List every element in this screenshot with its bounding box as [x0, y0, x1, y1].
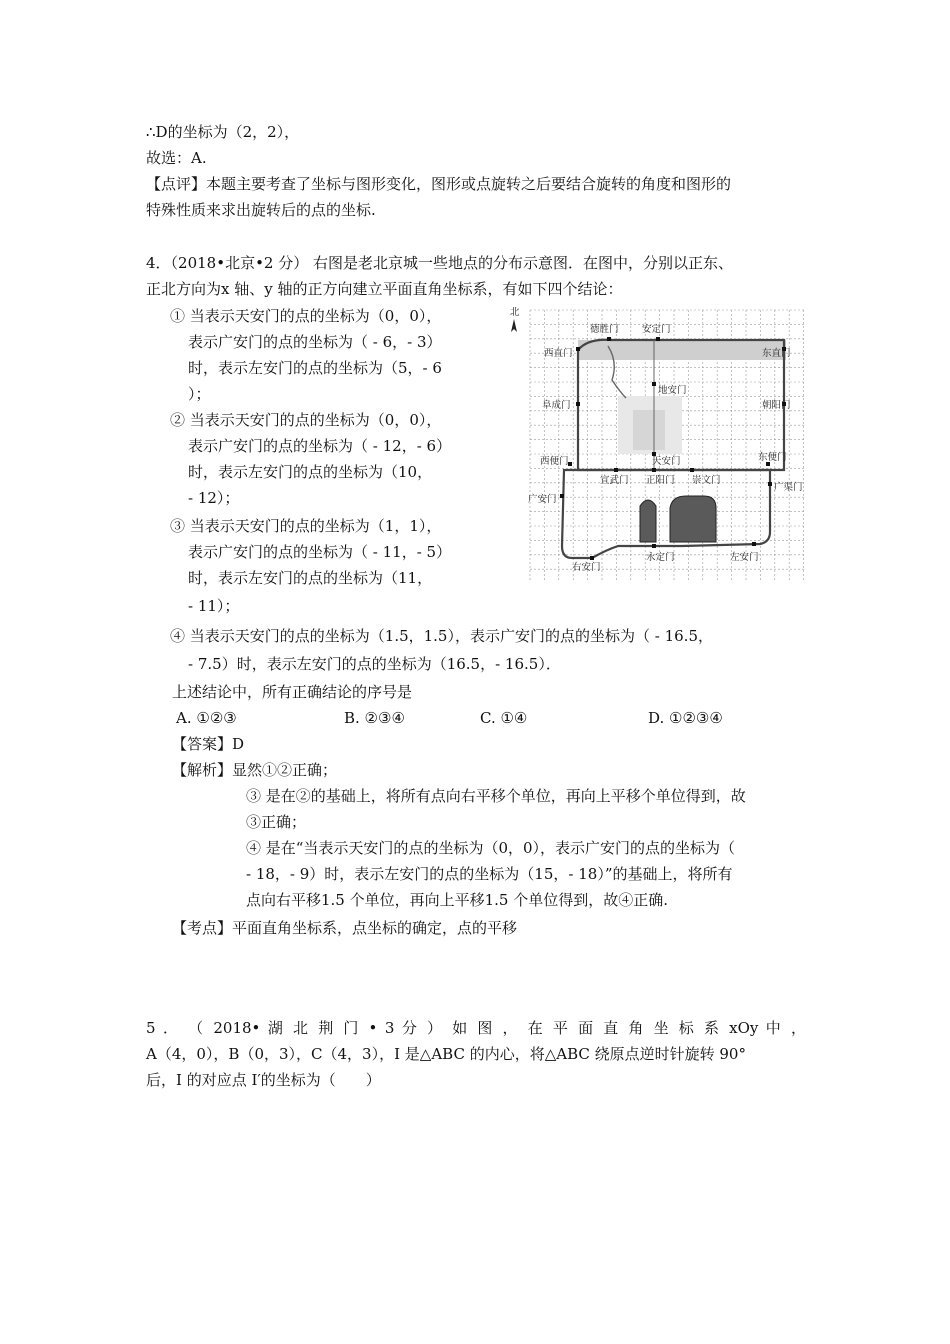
q4-question: 上述结论中，所有正确结论的序号是: [172, 683, 413, 701]
q4-kaodian: 【考点】平面直角坐标系，点坐标的确定，点的平移: [172, 919, 518, 937]
q4-s4-line-1: ④ 当表示天安门的点的坐标为（1.5，1.5），表示广安门的点的坐标为（ - 16.5，: [170, 627, 713, 645]
gate-point-youan: [590, 556, 594, 560]
gate-point-dian: [652, 382, 656, 386]
north-arrow-icon: [511, 319, 517, 332]
gate-point-xizhi: [576, 347, 580, 351]
north-label: 北: [510, 307, 520, 318]
label-dianmen: 地安门: [658, 385, 687, 396]
label-chaoyangmen: 朝阳门: [762, 400, 791, 411]
label-chongwenmen: 崇文门: [692, 475, 721, 486]
q4-analysis-line-5: - 18，- 9）时，表示左安门的点的坐标为（15，- 18）”的基础上，将所有: [246, 865, 733, 883]
label-xizhimen: 西直门: [544, 348, 573, 359]
label-deshengmen: 德胜门: [590, 324, 619, 335]
old-beijing-map-figure: [508, 302, 806, 584]
gate-point-anding: [656, 337, 660, 341]
q5-stem-line-2: A（4，0），B（0，3），C（4，3），I 是△ABC 的内心，将△ABC 绕原点逆时针旋转 90°: [146, 1045, 746, 1063]
q4-s2-line-4: - 12）；: [188, 489, 240, 507]
q4-s2-line-2: 表示广安门的点的坐标为（ - 12，- 6）: [188, 437, 452, 455]
q4-analysis-line-1: 【解析】显然①②正确；: [172, 761, 338, 779]
label-guangqumen: 广渠门: [774, 482, 803, 493]
north-band: [578, 340, 786, 360]
prev-answer-line: ∴D的坐标为（2，2），: [146, 123, 300, 141]
q4-s1-line-3: 时，表示左安门的点的坐标为（5，- 6: [188, 359, 442, 377]
q4-option-a: A. ①②③: [176, 709, 237, 727]
q4-s2-line-3: 时，表示左安门的点的坐标为（10，: [188, 463, 433, 481]
label-zuoanmen: 左安门: [730, 552, 759, 563]
q4-stem-line-1: 4．（2018•北京•2 分） 右图是老北京城一些地点的分布示意图．在图中，分别以正东、: [146, 254, 733, 272]
gate-point-fucheng: [576, 402, 580, 406]
label-zhengyangmen: 正阳门: [646, 475, 675, 486]
gate-point-yongding: [652, 544, 656, 548]
q4-analysis-line-2: ③ 是在②的基础上，将所有点向右平移个单位，再向上平移个单位得到，故: [246, 787, 746, 805]
q4-s1-line-1: ① 当表示天安门的点的坐标为（0，0），: [170, 307, 442, 325]
gate-point-zhengyang: [652, 468, 656, 472]
label-andingmen: 安定门: [642, 324, 671, 335]
label-dongbianmen: 东便门: [758, 452, 787, 463]
q4-analysis-line-4: ④ 是在“当表示天安门的点的坐标为（0，0），表示广安门的点的坐标为（: [246, 839, 736, 857]
q4-s1-line-2: 表示广安门的点的坐标为（ - 6，- 3）: [188, 333, 442, 351]
gate-point-xuanwu: [614, 468, 618, 472]
gate-point-xibian: [568, 462, 572, 466]
label-guanganmen: 广安门: [528, 494, 557, 505]
tiantan-block: [670, 496, 716, 542]
q4-s2-line-1: ② 当表示天安门的点的坐标为（0，0），: [170, 411, 442, 429]
q4-option-c: C. ①④: [480, 709, 528, 727]
gate-point-guanganmen: [560, 494, 564, 498]
gate-point-desheng: [607, 337, 611, 341]
q4-analysis-line-3: ③正确；: [246, 813, 307, 831]
q4-s3-line-3: 时，表示左安门的点的坐标为（11，: [188, 569, 433, 587]
label-xuanwumen: 宣武门: [600, 475, 629, 486]
prev-comment-line-1: 【点评】本题主要考查了坐标与图形变化，图形或点旋转之后要结合旋转的角度和图形的: [146, 175, 732, 193]
q5-stem-line-1: 5 ． （ 2018• 湖 北 荆 门 • 3 分 ） 如 图 ， 在 平 面 直 角 坐 标 系 xOy 中 ，: [146, 1019, 806, 1037]
q4-s3-line-2: 表示广安门的点的坐标为（ - 11，- 5）: [188, 543, 452, 561]
label-youanmen: 右安门: [572, 562, 601, 573]
label-yongdingmen: 永定门: [646, 552, 675, 563]
gate-point-zuoan: [752, 542, 756, 546]
label-xibianmen: 西便门: [540, 456, 569, 467]
xiannongtan-block: [640, 500, 656, 542]
q4-option-d: D. ①②③④: [648, 709, 723, 727]
prev-comment-line-2: 特殊性质来求出旋转后的点的坐标.: [146, 201, 376, 219]
q4-s3-line-4: - 11）；: [188, 597, 240, 615]
q4-option-b: B. ②③④: [344, 709, 405, 727]
forbidden-city-shade: [633, 410, 665, 450]
q4-s1-line-4: ）；: [188, 385, 211, 403]
q4-s3-line-1: ③ 当表示天安门的点的坐标为（1，1），: [170, 517, 442, 535]
label-tiananmen: 天安门: [652, 456, 681, 467]
q5-stem-line-3: 后，I 的对应点 I′的坐标为（ ）: [146, 1071, 381, 1089]
q4-s4-line-2: - 7.5）时，表示左安门的点的坐标为（16.5，- 16.5）．: [188, 655, 561, 673]
gate-point-chongwen: [690, 468, 694, 472]
prev-choice-line: 故选：A.: [146, 149, 207, 167]
q4-answer: 【答案】D: [172, 735, 245, 753]
gate-point-guangqu: [768, 482, 772, 486]
label-fuchengmen: 阜成门: [542, 400, 571, 411]
q4-stem-line-2: 正北方向为x 轴、y 轴的正方向建立平面直角坐标系，有如下四个结论：: [146, 280, 623, 298]
q4-analysis-line-6: 点向右平移1.5 个单位，再向上平移1.5 个单位得到，故④正确.: [246, 891, 669, 909]
label-dongzhimen: 东直门: [762, 348, 791, 359]
